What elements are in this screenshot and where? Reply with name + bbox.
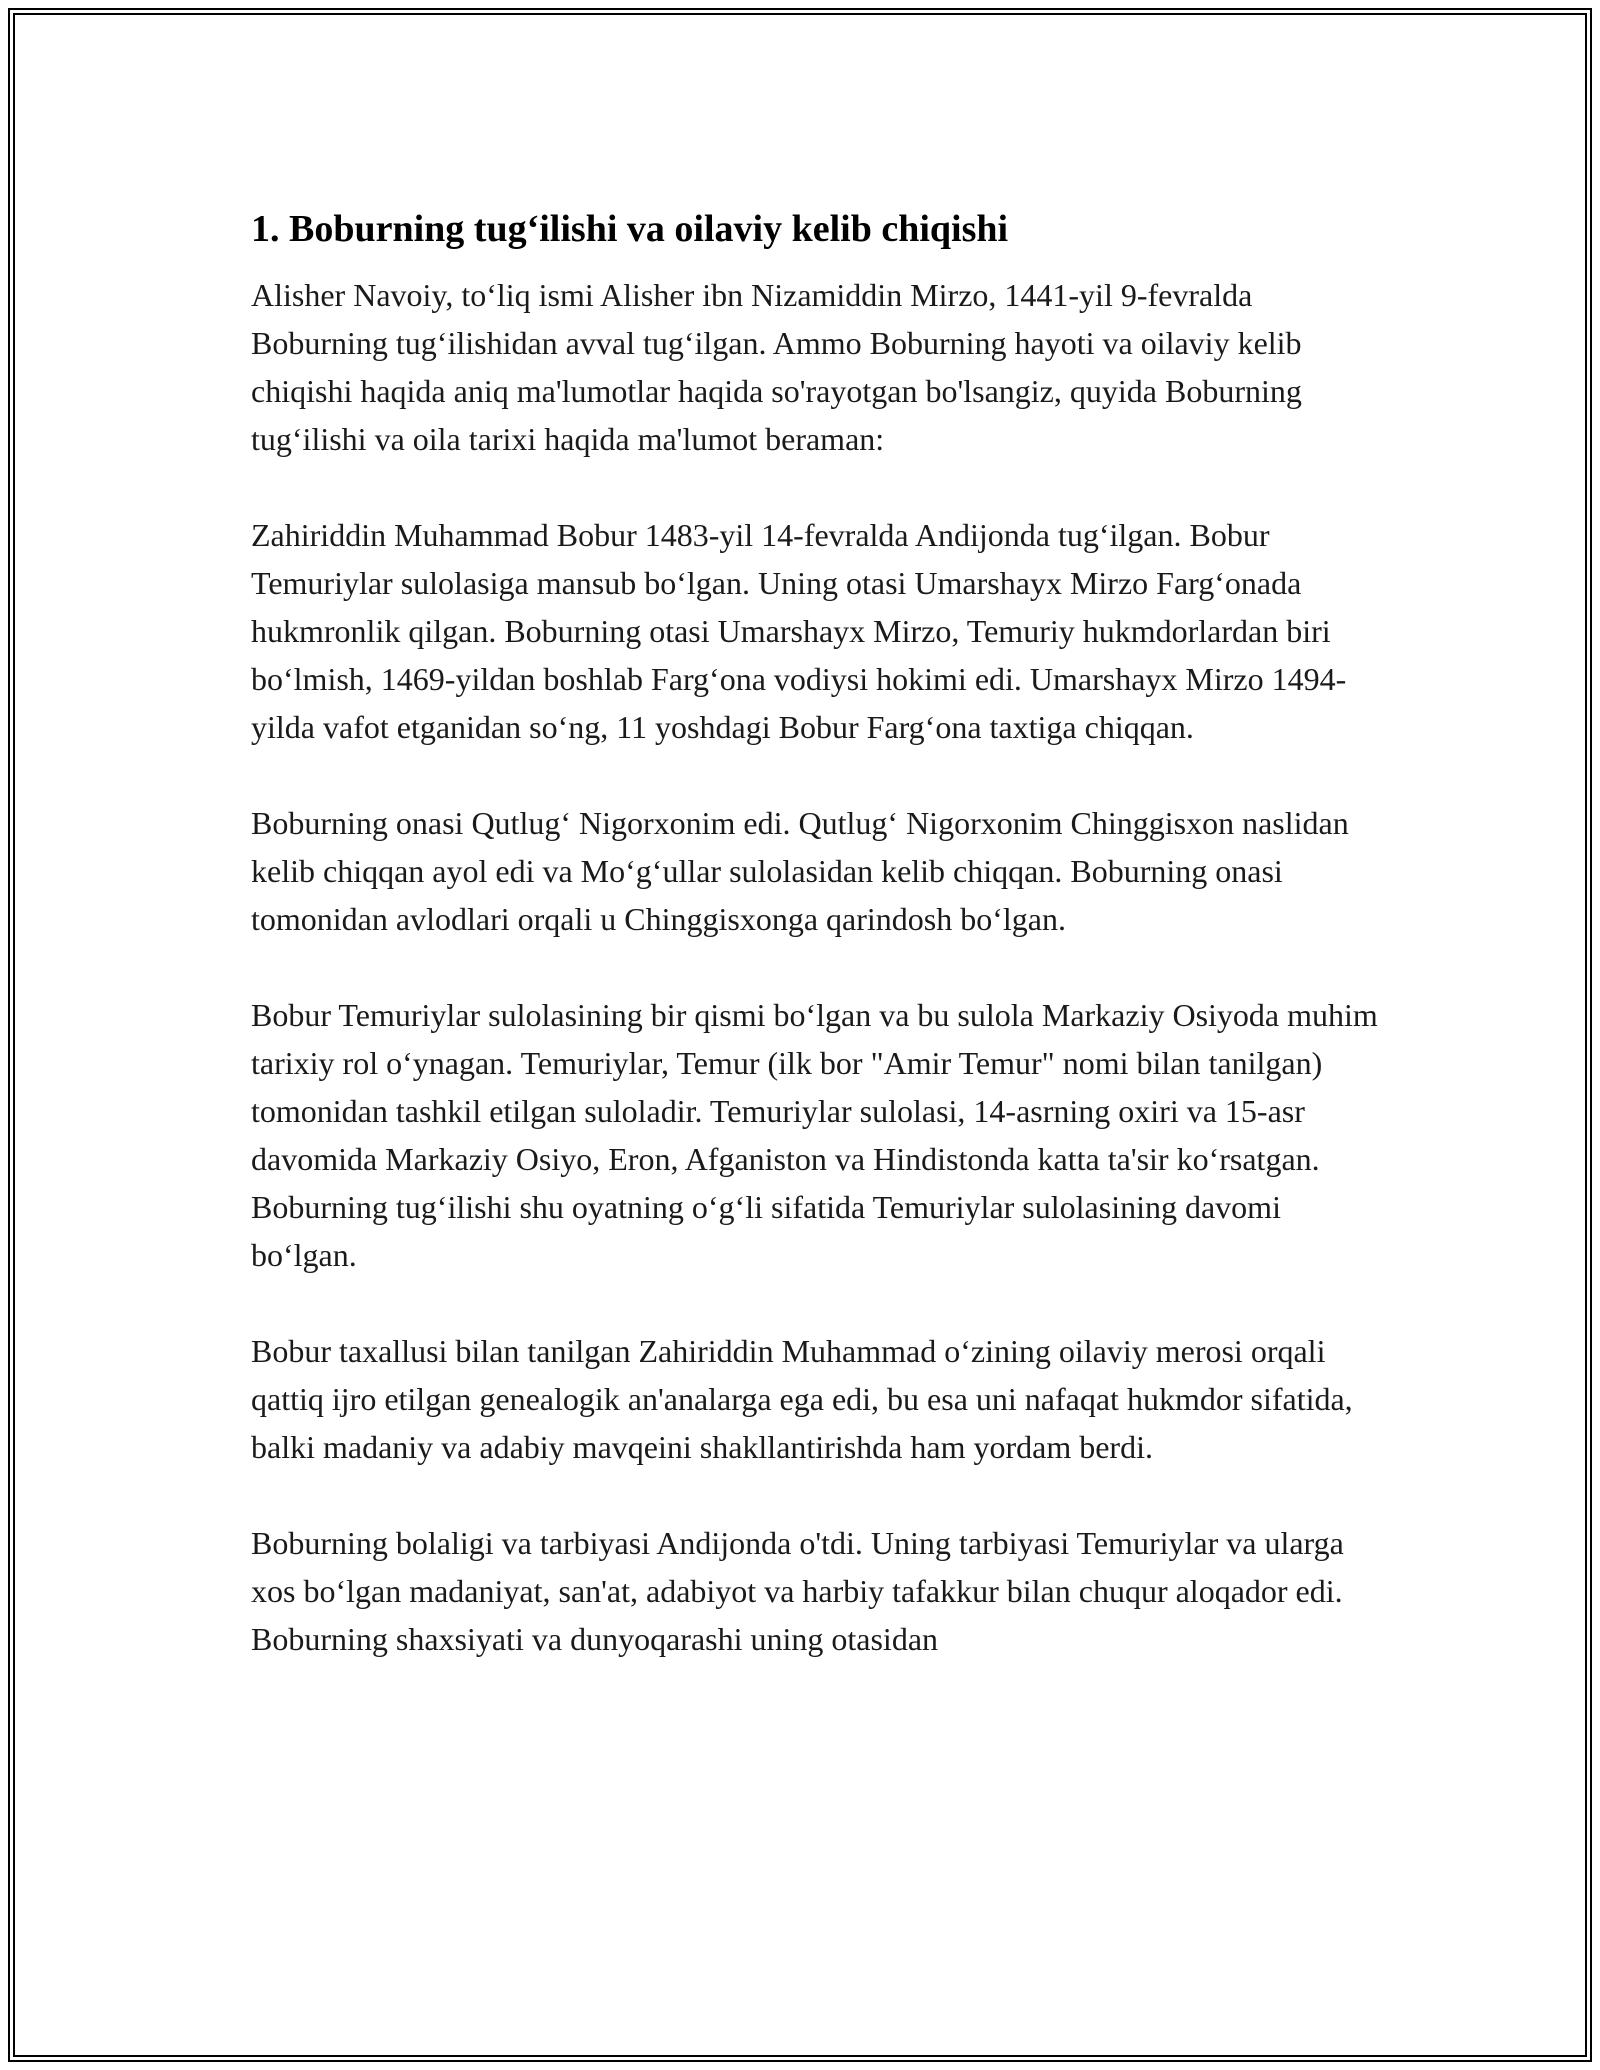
section-heading: 1. Boburning tug‘ilishi va oilaviy kelib chiqishi (251, 208, 1009, 250)
paragraph-4: Bobur Temuriylar sulolasining bir qismi bo‘lgan va bu sulola Markaziy Osiyoda muhim tarixiy rol o‘ynagan. Temuriylar, Temur (ilk bor "Amir Temur" nomi bilan tanilgan) tomonidan tashkil etilgan suloladir. Temuriylar sulolasi, 14-asrning oxiri va 15-asr davomida Markaziy Osiyo, Eron, Afganiston va Hindistonda katta ta'sir ko‘rsatgan. Boburning tug‘ilishi shu oyatning o‘g‘li sifatida Temuriylar sulolasining davomi bo‘lgan. (251, 997, 1378, 1273)
page-border (8, 8, 1592, 2062)
paragraph-3: Boburning onasi Qutlug‘ Nigorxonim edi. Qutlug‘ Nigorxonim Chinggisxon naslidan kelib chiqqan ayol edi va Mo‘g‘ullar sulolasidan kelib chiqqan. Boburning onasi tomonidan avlodlari orqali u Chinggisxonga qarindosh bo‘lgan. (251, 805, 1349, 937)
paragraph-6: Boburning bolaligi va tarbiyasi Andijonda o'tdi. Uning tarbiyasi Temuriylar va ularga xos bo‘lgan madaniyat, san'at, adabiyot va harbiy tafakkur bilan chuqur aloqador edi. Boburning shaxsiyati va dunyoqarashi uning otasidan (251, 1525, 1344, 1657)
paragraph-5: Bobur taxallusi bilan tanilgan Zahiriddin Muhammad o‘zining oilaviy merosi orqali qattiq ijro etilgan genealogik an'analarga ega edi, bu esa uni nafaqat hukmdor sifatida, balki madaniy va adabiy mavqeini shakllantirishda ham yordam berdi. (251, 1333, 1353, 1465)
paragraph-1: Alisher Navoiy, to‘liq ismi Alisher ibn Nizamiddin Mirzo, 1441-yil 9-fevralda Boburning tug‘ilishidan avval tug‘ilgan. Ammo Boburning hayoti va oilaviy kelib chiqishi haqida aniq ma'lumotlar haqida so'rayotgan bo'lsangiz, quyida Boburning tug‘ilishi va oila tarixi haqida ma'lumot beraman: (251, 277, 1302, 457)
document-body (251, 201, 1391, 1711)
paragraph-2: Zahiriddin Muhammad Bobur 1483-yil 14-fevralda Andijonda tug‘ilgan. Bobur Temuriylar sulolasiga mansub bo‘lgan. Uning otasi Umarshayx Mirzo Farg‘onada hukmronlik qilgan. Boburning otasi Umarshayx Mirzo, Temuriy hukmdorlardan biri bo‘lmish, 1469-yildan boshlab Farg‘ona vodiysi hokimi edi. Umarshayx Mirzo 1494-yilda vafot etganidan so‘ng, 11 yoshdagi Bobur Farg‘ona taxtiga chiqqan. (251, 517, 1347, 745)
